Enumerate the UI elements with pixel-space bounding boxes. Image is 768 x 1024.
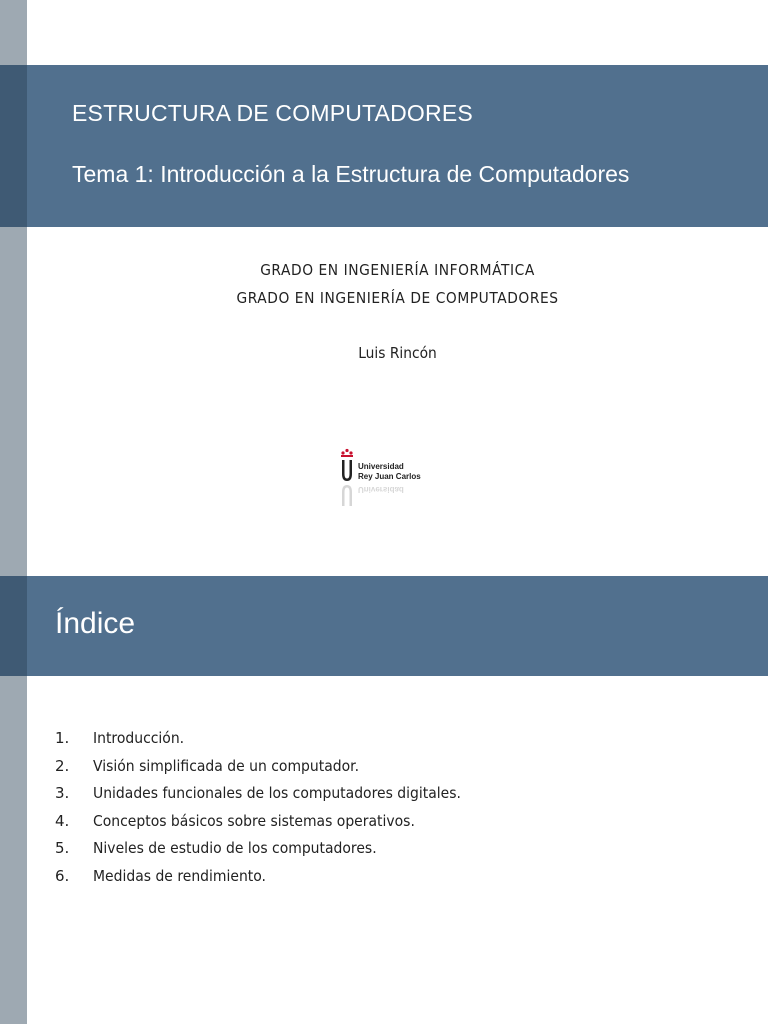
toc-item-text: Medidas de rendimiento. <box>93 866 266 885</box>
svg-text:Universidad: Universidad <box>358 485 404 494</box>
toc-item-number: 2. <box>55 756 70 775</box>
logo-line-1: Universidad <box>358 462 404 471</box>
toc-item-number: 3. <box>55 784 70 803</box>
toc-item-text: Introducción. <box>93 729 185 747</box>
toc-item-number: 5. <box>55 839 70 858</box>
toc-item-number: 1. <box>55 729 70 747</box>
toc-item-number: 6. <box>55 866 70 885</box>
toc-item-text: Conceptos básicos sobre sistemas operativos. <box>93 811 415 830</box>
author-name: Luis Rincón <box>358 344 437 362</box>
toc-item-text: Niveles de estudio de los computadores. <box>93 839 377 858</box>
crown-icon <box>341 449 353 457</box>
toc-item-number: 4. <box>55 811 70 830</box>
course-title: ESTRUCTURA DE COMPUTADORES <box>72 100 473 126</box>
u-glyph <box>342 460 352 481</box>
logo-reflection <box>342 485 404 506</box>
topic-title: Tema 1: Introducción a la Estructura de Computadores <box>72 161 630 187</box>
university-logo <box>338 446 434 510</box>
logo-line-2: Rey Juan Carlos <box>358 472 421 481</box>
degree-line-1: GRADO EN INGENIERÍA INFORMÁTICA <box>260 261 535 279</box>
degree-line-2: GRADO EN INGENIERÍA DE COMPUTADORES <box>236 289 559 307</box>
title-band <box>0 65 768 227</box>
toc-item-text: Unidades funcionales de los computadores digitales. <box>93 784 461 803</box>
band-edge <box>0 576 27 676</box>
band-edge <box>0 65 27 227</box>
toc-item-text: Visión simplificada de un computador. <box>93 756 360 775</box>
index-title: Índice <box>55 607 136 640</box>
